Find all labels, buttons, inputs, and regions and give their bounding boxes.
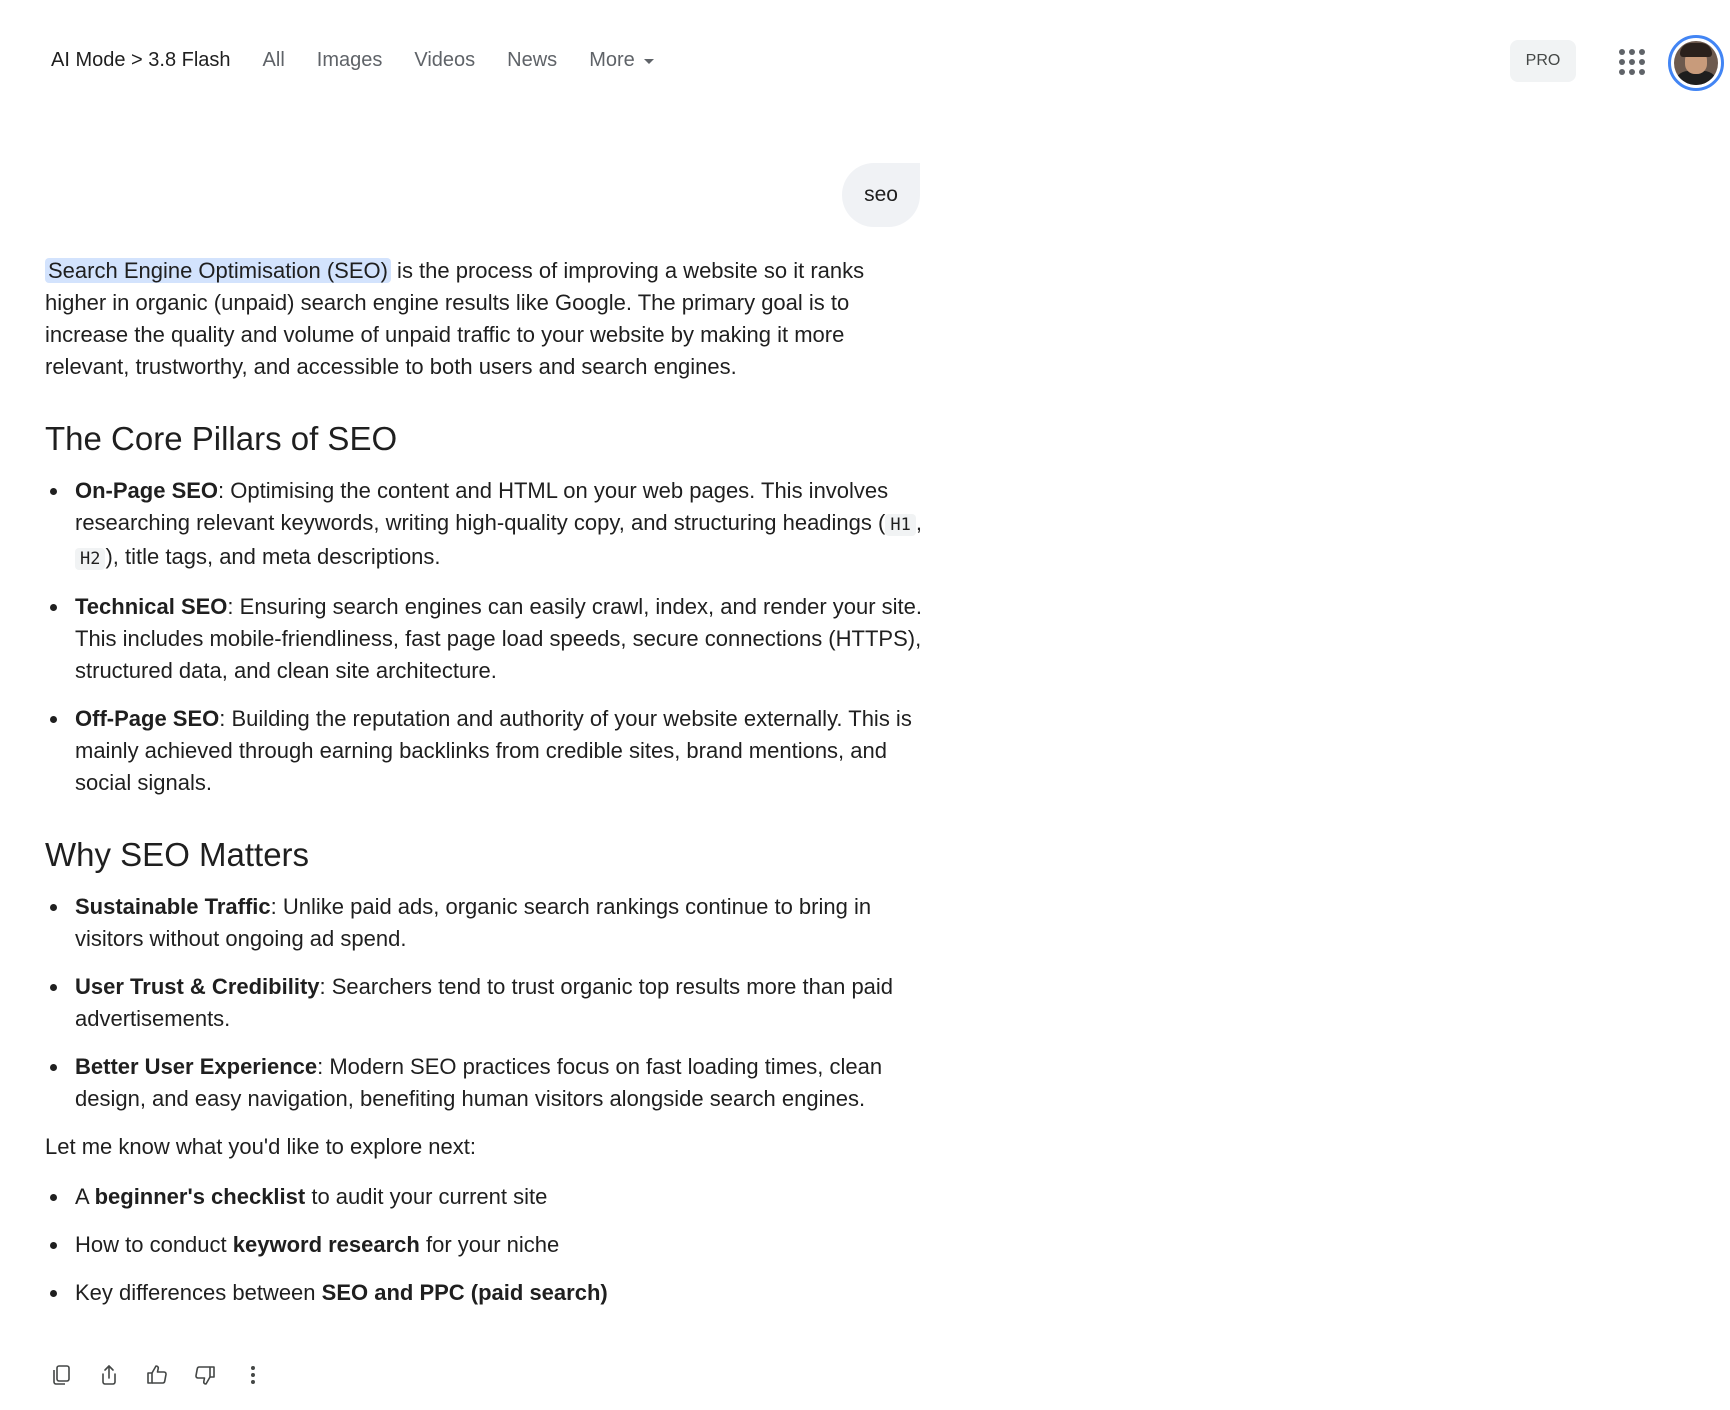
followup-bold: beginner's checklist (94, 1184, 306, 1209)
tab-all[interactable]: All (262, 48, 285, 71)
highlighted-term[interactable]: Search Engine Optimisation (SEO) (45, 258, 391, 283)
avatar-hair (1680, 43, 1712, 57)
list-item-text: : Modern SEO practices focus on fast loading times, clean design, and easy navigation, benefiting human visitors alongside search engines. (75, 1054, 883, 1111)
why-seo-list (45, 891, 925, 1115)
list-item (45, 1051, 925, 1115)
list-item-text-end: ), title tags, and meta descriptions. (105, 544, 441, 569)
answer-actions (44, 1358, 284, 1392)
more-menu[interactable] (589, 49, 654, 72)
list-item-text: : Unlike paid ads, organic search rankings continue to bring in visitors without ongoing ad spend. (75, 894, 872, 951)
list-item (45, 891, 925, 955)
apps-dot (1619, 49, 1625, 55)
pro-button[interactable]: PRO (1510, 40, 1576, 82)
list-item (45, 591, 925, 687)
list-item-term: Off-Page SEO (75, 706, 220, 731)
apps-dot (1629, 49, 1635, 55)
intro-text: is the process of improving a website so it ranks higher in organic (unpaid) search engine results like Google. The primary goal is to increase the quality and volume of unpaid traffic to your website by making it more relevant, trustworthy, and accessible to both users and search engines. (45, 258, 865, 379)
followup-list (45, 1181, 925, 1309)
more-vert-icon[interactable] (236, 1358, 270, 1392)
list-item-term: Technical SEO (75, 594, 228, 619)
list-item-text: : Optimising the content and HTML on your web pages. This involves researching relevant keywords, writing high-quality copy, and structuring headings ( (75, 478, 889, 535)
followup-post: to audit your current site (305, 1184, 548, 1209)
followup-pre: A (75, 1184, 95, 1209)
search-nav (51, 44, 654, 76)
followup-bold: keyword research (232, 1232, 420, 1257)
followup-intro: Let me know what you'd like to explore next: (45, 1134, 476, 1159)
tab-news[interactable]: News (507, 48, 558, 71)
followup-bold: SEO and PPC (paid search) (321, 1280, 608, 1305)
list-item (45, 971, 925, 1035)
followup-pre: How to conduct (75, 1232, 233, 1257)
list-item-term: Sustainable Traffic (75, 894, 271, 919)
top-bar (0, 0, 1730, 120)
chevron-down-icon (644, 59, 654, 64)
apps-dot (1619, 69, 1625, 75)
list-item-term: Better User Experience (75, 1054, 318, 1079)
thumbs-down-icon[interactable] (188, 1358, 222, 1392)
core-pillars-list (45, 475, 925, 799)
list-item-term: User Trust & Credibility (75, 974, 320, 999)
section-heading-why-seo: Why SEO Matters (45, 836, 310, 873)
followup-item[interactable] (45, 1277, 925, 1309)
list-item-sep: , (915, 510, 922, 535)
share-icon[interactable] (92, 1358, 126, 1392)
apps-dot (1639, 49, 1645, 55)
inline-code: H1 (885, 514, 915, 536)
inline-code: H2 (75, 548, 105, 570)
followup-item[interactable] (45, 1229, 925, 1261)
list-item-text: : Building the reputation and authority of your website externally. This is mainly achieved through earning backlinks from credible sites, brand mentions, and social signals. (75, 706, 912, 795)
list-item-term: On-Page SEO (75, 478, 219, 503)
thumbs-up-icon[interactable] (140, 1358, 174, 1392)
more-label: More (589, 48, 635, 71)
apps-dot (1619, 59, 1625, 65)
apps-dot (1639, 59, 1645, 65)
apps-dot (1639, 69, 1645, 75)
section-heading-core-pillars: The Core Pillars of SEO (45, 420, 398, 457)
followup-post: for your niche (419, 1232, 560, 1257)
apps-dot (1629, 69, 1635, 75)
ai-answer (45, 255, 925, 1325)
copy-icon[interactable] (44, 1358, 78, 1392)
followup-item[interactable] (45, 1181, 925, 1213)
list-item (45, 703, 925, 799)
answer-intro (45, 255, 925, 383)
list-item-text: : Ensuring search engines can easily crawl, index, and render your site. This includes mobile-friendliness, fast page load speeds, secure connections (HTTPS), structured data, and clean site architecture. (75, 594, 923, 683)
tab-videos[interactable]: Videos (414, 48, 476, 71)
tab-images[interactable]: Images (316, 48, 383, 71)
list-item (45, 475, 925, 575)
account-avatar[interactable] (1668, 35, 1724, 91)
avatar-image (1674, 41, 1718, 85)
apps-dot (1629, 59, 1635, 65)
ai-mode-label[interactable]: AI Mode > 3.8 Flash (51, 48, 231, 71)
apps-grid-icon[interactable] (1612, 42, 1652, 82)
user-query-bubble: seo (842, 163, 920, 227)
list-item-text: : Searchers tend to trust organic top results more than paid advertisements. (75, 974, 894, 1031)
followup-pre: Key differences between (75, 1280, 322, 1305)
